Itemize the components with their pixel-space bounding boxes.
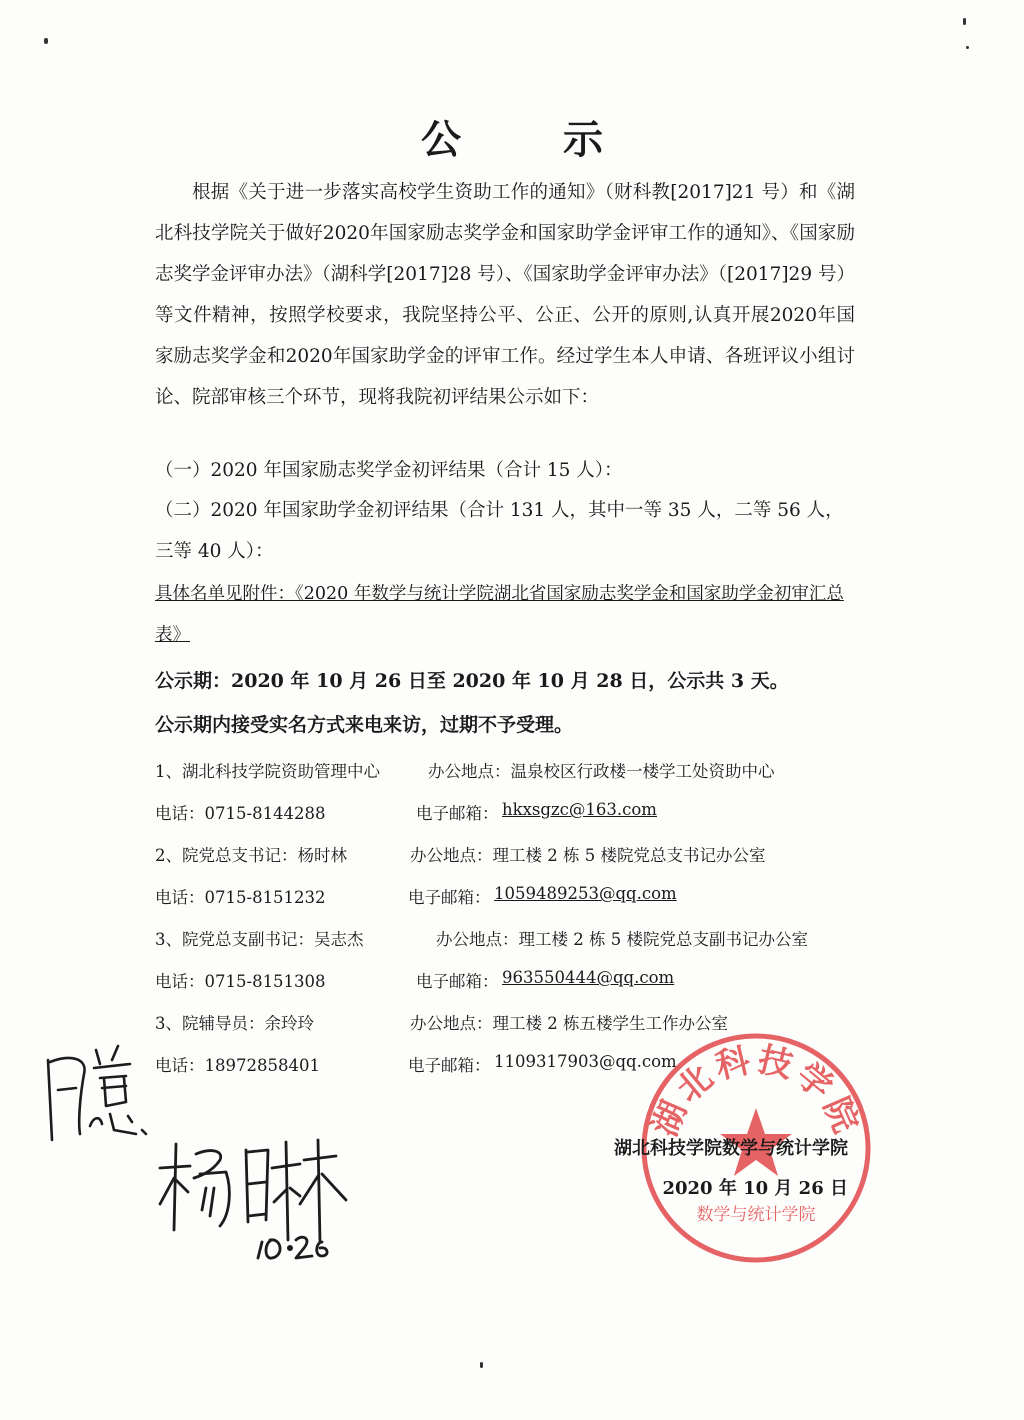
contact-email[interactable]: 963550444@qq.com <box>502 968 675 987</box>
contact-name: 3、院辅导员：余玲玲 <box>155 1014 314 1033</box>
contact-phone: 电话：0715-8151232 <box>155 888 326 907</box>
notice-body: 根据《关于进一步落实高校学生资助工作的通知》（财科教[2017]21 号）和《湖北科技学院关于做好2020年国家励志奖学金和国家助学金评审工作的通知》、《国家励志奖学金评审办法》（湖科学[2017]28 号）、《国家助学金评审办法》（[2017]29 号）等文件精神，按照学校要求，我院坚持公平、公正、公开的原则,认真开展2020年国家励志奖学金和2020年国家助学金的评审工作。经过学生本人申请、各班评议小组讨论、院部审核三个环节，现将我院初评结果公示如下： <box>155 182 855 408</box>
contact-name: 3、院党总支副书记：吴志杰 <box>155 930 364 949</box>
scan-speck <box>44 38 48 44</box>
scan-speck <box>480 1362 483 1368</box>
seal-bottom-text: 数学与统计学院 <box>696 1205 816 1225</box>
seal-top-text: 湖北科技学院 <box>644 1039 868 1143</box>
scan-speck <box>963 18 966 25</box>
contact-email[interactable]: 1109317903@qq.com <box>494 1052 677 1071</box>
contact-email-label: 电子邮箱： <box>416 804 499 823</box>
accept-note: 公示期内接受实名方式来电来访，过期不予受理。 <box>155 714 574 736</box>
contact-name: 2、院党总支书记：杨时林 <box>155 846 347 865</box>
contact-email[interactable]: 1059489253@qq.com <box>494 884 677 903</box>
issue-date: 2020 年 10 月 26 日 <box>662 1178 848 1199</box>
publicity-period: 公示期：2020 年 10 月 26 日至 2020 年 10 月 28 日，公示共 3 天。 <box>155 670 789 692</box>
contact-office: 办公地点：理工楼 2 栋五楼学生工作办公室 <box>410 1014 728 1033</box>
contact-email[interactable]: hkxsgzc@163.com <box>502 800 657 819</box>
contact-office: 办公地点：理工楼 2 栋 5 楼院党总支副书记办公室 <box>436 930 808 949</box>
contact-phone: 电话：0715-8151308 <box>155 972 326 991</box>
contact-email-label: 电子邮箱： <box>408 888 491 907</box>
contact-email-label: 电子邮箱： <box>416 972 499 991</box>
handwritten-signature <box>150 1130 360 1270</box>
issuer-org: 湖北科技学院数学与统计学院 <box>614 1138 848 1159</box>
contact-name: 1、湖北科技学院资助管理中心 <box>155 762 380 781</box>
notice-title: 公 示 <box>421 116 647 163</box>
result-item-2: （二）2020 年国家助学金初评结果（合计 131 人，其中一等 35 人，二等 56 人，三等 40 人）： <box>155 500 844 562</box>
result-item-1: （一）2020 年国家励志奖学金初评结果（合计 15 人）： <box>155 460 623 481</box>
handwritten-approval <box>30 1030 160 1160</box>
scan-speck <box>966 46 969 49</box>
contact-office: 办公地点：理工楼 2 栋 5 楼院党总支书记办公室 <box>410 846 766 865</box>
attachment-note: 具体名单见附件：《2020 年数学与统计学院湖北省国家励志奖学金和国家助学金初审汇总表》 <box>155 584 844 645</box>
contact-email-label: 电子邮箱： <box>408 1056 491 1075</box>
contact-phone: 电话：18972858401 <box>155 1056 320 1075</box>
contact-phone: 电话：0715-8144288 <box>155 804 326 823</box>
contact-office: 办公地点：温泉校区行政楼一楼学工处资助中心 <box>428 762 775 781</box>
